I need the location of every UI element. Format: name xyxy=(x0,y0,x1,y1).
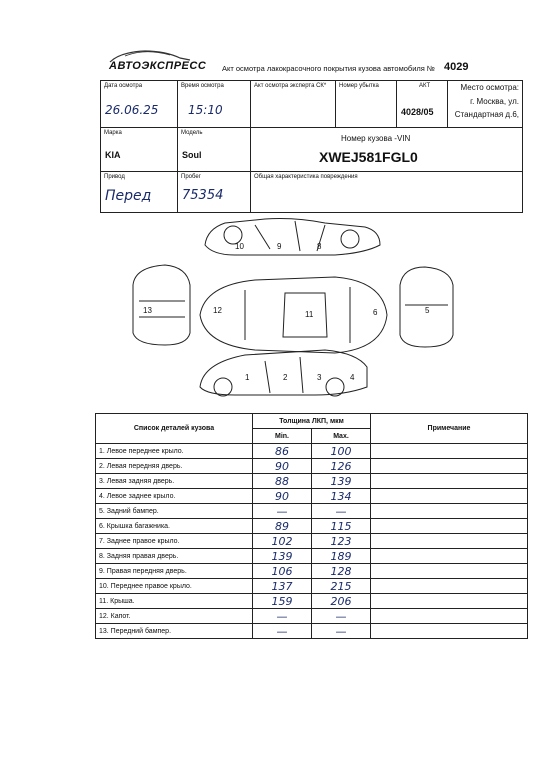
note-header: Примечание xyxy=(371,414,528,444)
min-value: 90 xyxy=(253,489,312,504)
min-value: — xyxy=(253,609,312,624)
table-row xyxy=(96,624,528,639)
drive-value: Перед xyxy=(105,188,152,204)
max-value: 100 xyxy=(312,444,371,459)
model-value: Soul xyxy=(182,150,202,160)
vin-value: XWEJ581FGL0 xyxy=(319,149,418,165)
place-value: г. Москва, ул. Стандартная д.6, xyxy=(454,97,519,119)
thickness-header: Толщина ЛКП, мкм xyxy=(253,414,371,429)
min-value: 159 xyxy=(253,594,312,609)
max-value: 128 xyxy=(312,564,371,579)
table-row xyxy=(96,519,528,534)
zone-label-4: 4 xyxy=(350,373,355,382)
zone-label-12: 12 xyxy=(213,306,222,315)
vin-cell xyxy=(251,128,523,172)
table-row xyxy=(96,474,528,489)
model-cell xyxy=(178,128,251,172)
min-value: 106 xyxy=(253,564,312,579)
max-value: 123 xyxy=(312,534,371,549)
logo-text: АВТОЭКСПРЕСС xyxy=(109,60,207,72)
note-value xyxy=(371,519,528,534)
table-row xyxy=(96,609,528,624)
note-value xyxy=(371,579,528,594)
time-label: Время осмотра xyxy=(181,83,224,89)
model-label: Модель xyxy=(181,130,203,136)
max-value: 139 xyxy=(312,474,371,489)
loss-label: Номер убытка xyxy=(339,83,379,89)
note-value xyxy=(371,504,528,519)
company-logo xyxy=(105,48,207,76)
vin-label: Номер кузова -VIN xyxy=(341,134,411,143)
loss-cell xyxy=(336,81,397,128)
parts-header: Список деталей кузова xyxy=(96,414,253,444)
min-value: 90 xyxy=(253,459,312,474)
min-header: Min. xyxy=(253,429,312,444)
date-label: Дата осмотра xyxy=(104,83,143,89)
mileage-value: 75354 xyxy=(182,188,224,203)
part-name: 8. Задняя правая дверь. xyxy=(96,549,253,564)
max-value: 115 xyxy=(312,519,371,534)
part-name: 11. Крыша. xyxy=(96,594,253,609)
brand-value: KIA xyxy=(105,150,121,160)
part-name: 12. Капот. xyxy=(96,609,253,624)
table-row xyxy=(96,444,528,459)
note-value xyxy=(371,549,528,564)
brand-cell xyxy=(101,128,178,172)
part-name: 4. Левое заднее крыло. xyxy=(96,489,253,504)
info-table xyxy=(100,80,523,213)
note-value xyxy=(371,459,528,474)
min-value: 89 xyxy=(253,519,312,534)
note-value xyxy=(371,534,528,549)
max-value: 126 xyxy=(312,459,371,474)
part-name: 9. Правая передняя дверь. xyxy=(96,564,253,579)
time-cell xyxy=(178,81,251,128)
zone-label-8: 8 xyxy=(317,242,322,251)
zone-label-5: 5 xyxy=(425,306,430,315)
part-name: 3. Левая задняя дверь. xyxy=(96,474,253,489)
place-label: Место осмотра: xyxy=(460,83,519,92)
max-value: — xyxy=(312,624,371,639)
expert-cell xyxy=(251,81,336,128)
damage-label: Общая характеристика повреждения xyxy=(254,174,358,180)
act-cell xyxy=(397,81,448,128)
zone-label-11: 11 xyxy=(305,310,314,319)
min-value: — xyxy=(253,624,312,639)
part-name: 6. Крышка багажника. xyxy=(96,519,253,534)
zone-label-9: 9 xyxy=(277,242,282,251)
date-value: 26.06.25 xyxy=(105,103,159,117)
min-value: — xyxy=(253,504,312,519)
part-name: 7. Заднее правое крыло. xyxy=(96,534,253,549)
expert-label: Акт осмотра эксперта СК* xyxy=(254,83,327,89)
mileage-label: Пробег xyxy=(181,174,201,180)
max-value: 206 xyxy=(312,594,371,609)
min-value: 88 xyxy=(253,474,312,489)
table-row xyxy=(96,534,528,549)
note-value xyxy=(371,489,528,504)
part-name: 5. Задний бампер. xyxy=(96,504,253,519)
time-value: 15:10 xyxy=(188,103,223,117)
car-diagram xyxy=(95,205,475,405)
act-label: АКТ xyxy=(419,83,431,89)
max-value: 215 xyxy=(312,579,371,594)
note-value xyxy=(371,609,528,624)
max-value: — xyxy=(312,609,371,624)
max-value: 189 xyxy=(312,549,371,564)
part-name: 2. Левая передняя дверь. xyxy=(96,459,253,474)
part-name: 10. Переднее правое крыло. xyxy=(96,579,253,594)
max-header: Max. xyxy=(312,429,371,444)
zone-label-6: 6 xyxy=(373,308,378,317)
min-value: 102 xyxy=(253,534,312,549)
table-row xyxy=(96,489,528,504)
act-number: 4029 xyxy=(444,61,469,73)
min-value: 86 xyxy=(253,444,312,459)
table-row xyxy=(96,564,528,579)
drive-label: Привод xyxy=(104,174,125,180)
car-outline-diagram xyxy=(95,205,475,405)
min-value: 137 xyxy=(253,579,312,594)
act-value: 4028/05 xyxy=(401,107,434,117)
table-row xyxy=(96,459,528,474)
table-row xyxy=(96,549,528,564)
note-value xyxy=(371,444,528,459)
note-value xyxy=(371,594,528,609)
max-value: 134 xyxy=(312,489,371,504)
zone-label-2: 2 xyxy=(283,373,288,382)
act-title: Акт осмотра лакокрасочного покрытия кузова автомобиля № xyxy=(222,64,435,73)
part-name: 1. Левое переднее крыло. xyxy=(96,444,253,459)
place-cell xyxy=(448,81,523,128)
parts-table-body xyxy=(96,444,528,639)
zone-label-1: 1 xyxy=(245,373,250,382)
max-value: — xyxy=(312,504,371,519)
table-row xyxy=(96,579,528,594)
table-row xyxy=(96,594,528,609)
table-row xyxy=(96,504,528,519)
note-value xyxy=(371,624,528,639)
note-value xyxy=(371,474,528,489)
note-value xyxy=(371,564,528,579)
brand-label: Марка xyxy=(104,130,122,136)
zone-label-3: 3 xyxy=(317,373,322,382)
min-value: 139 xyxy=(253,549,312,564)
part-name: 13. Передний бампер. xyxy=(96,624,253,639)
zone-label-10: 10 xyxy=(235,242,244,251)
date-cell xyxy=(101,81,178,128)
zone-label-13: 13 xyxy=(143,306,152,315)
parts-table xyxy=(95,413,528,639)
